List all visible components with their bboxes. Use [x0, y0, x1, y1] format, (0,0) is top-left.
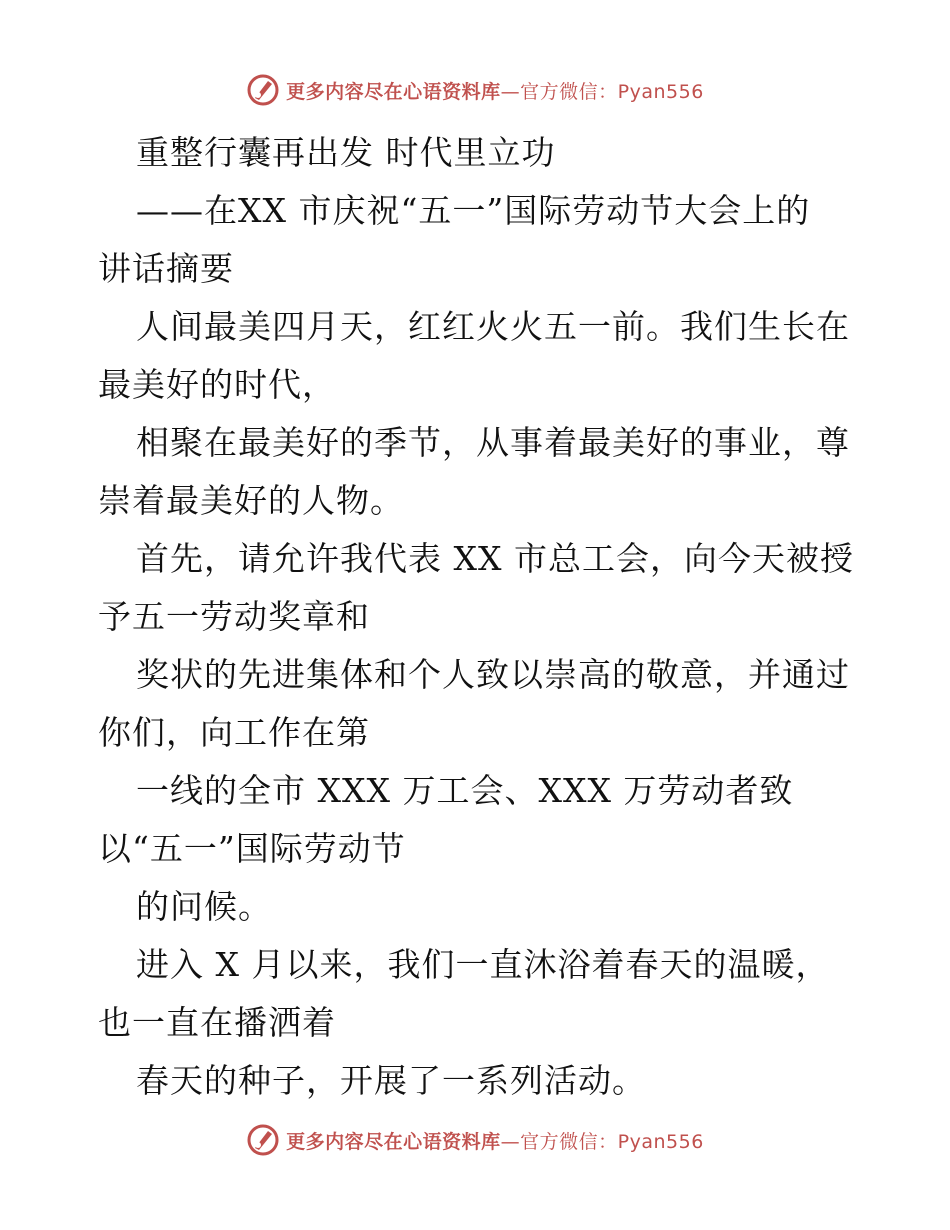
paragraph-line: 予五一劳动奖章和 — [98, 597, 370, 636]
paragraph-line: 奖状的先进集体和个人致以崇高的敬意，并通过 — [136, 655, 850, 694]
paragraph-line: 春天的种子，开展了一系列活动。 — [136, 1061, 646, 1100]
footer-banner — [0, 1120, 950, 1160]
paragraph-line: 人间最美四月天，红红火火五一前。我们生长在 — [136, 307, 850, 346]
banner-brand: 更多内容尽在心语资料库 — [286, 80, 501, 103]
header-banner — [0, 70, 950, 110]
paragraph-line: 进入 X 月以来，我们一直沐浴着春天的温暖， — [136, 945, 830, 984]
document-subtitle: ——在XX 市庆祝“五一”国际劳动节大会上的 — [136, 191, 811, 230]
paragraph-line: 最美好的时代， — [98, 365, 336, 404]
paragraph-line: 以“五一”国际劳动节 — [98, 829, 406, 868]
document-title: 重整行囊再出发 时代里立功 — [136, 133, 556, 172]
banner-brand: 更多内容尽在心语资料库 — [286, 1130, 501, 1153]
paragraph-line: 的问候。 — [136, 887, 272, 926]
paragraph-line: 一线的全市 XXX 万工会、XXX 万劳动者致 — [136, 771, 794, 810]
banner-dash: — — [500, 80, 521, 103]
paragraph-line: 相聚在最美好的季节，从事着最美好的事业，尊 — [136, 423, 850, 462]
document-subtitle-cont: 讲话摘要 — [98, 249, 234, 288]
paragraph-line: 也一直在播洒着 — [98, 1003, 336, 1042]
quill-logo-icon — [246, 73, 280, 107]
document-body — [98, 124, 858, 1110]
banner-dash: — — [500, 1130, 521, 1153]
paragraph-line: 首先，请允许我代表 XX 市总工会，向今天被授 — [136, 539, 854, 578]
banner-text — [286, 77, 704, 104]
paragraph-line: 崇着最美好的人物。 — [98, 481, 404, 520]
quill-logo-icon — [246, 1123, 280, 1157]
paragraph-line: 你们，向工作在第 — [98, 713, 370, 752]
banner-official: 官方微信：Pyan556 — [520, 1130, 704, 1153]
banner-official: 官方微信：Pyan556 — [520, 80, 704, 103]
banner-text — [286, 1127, 704, 1154]
